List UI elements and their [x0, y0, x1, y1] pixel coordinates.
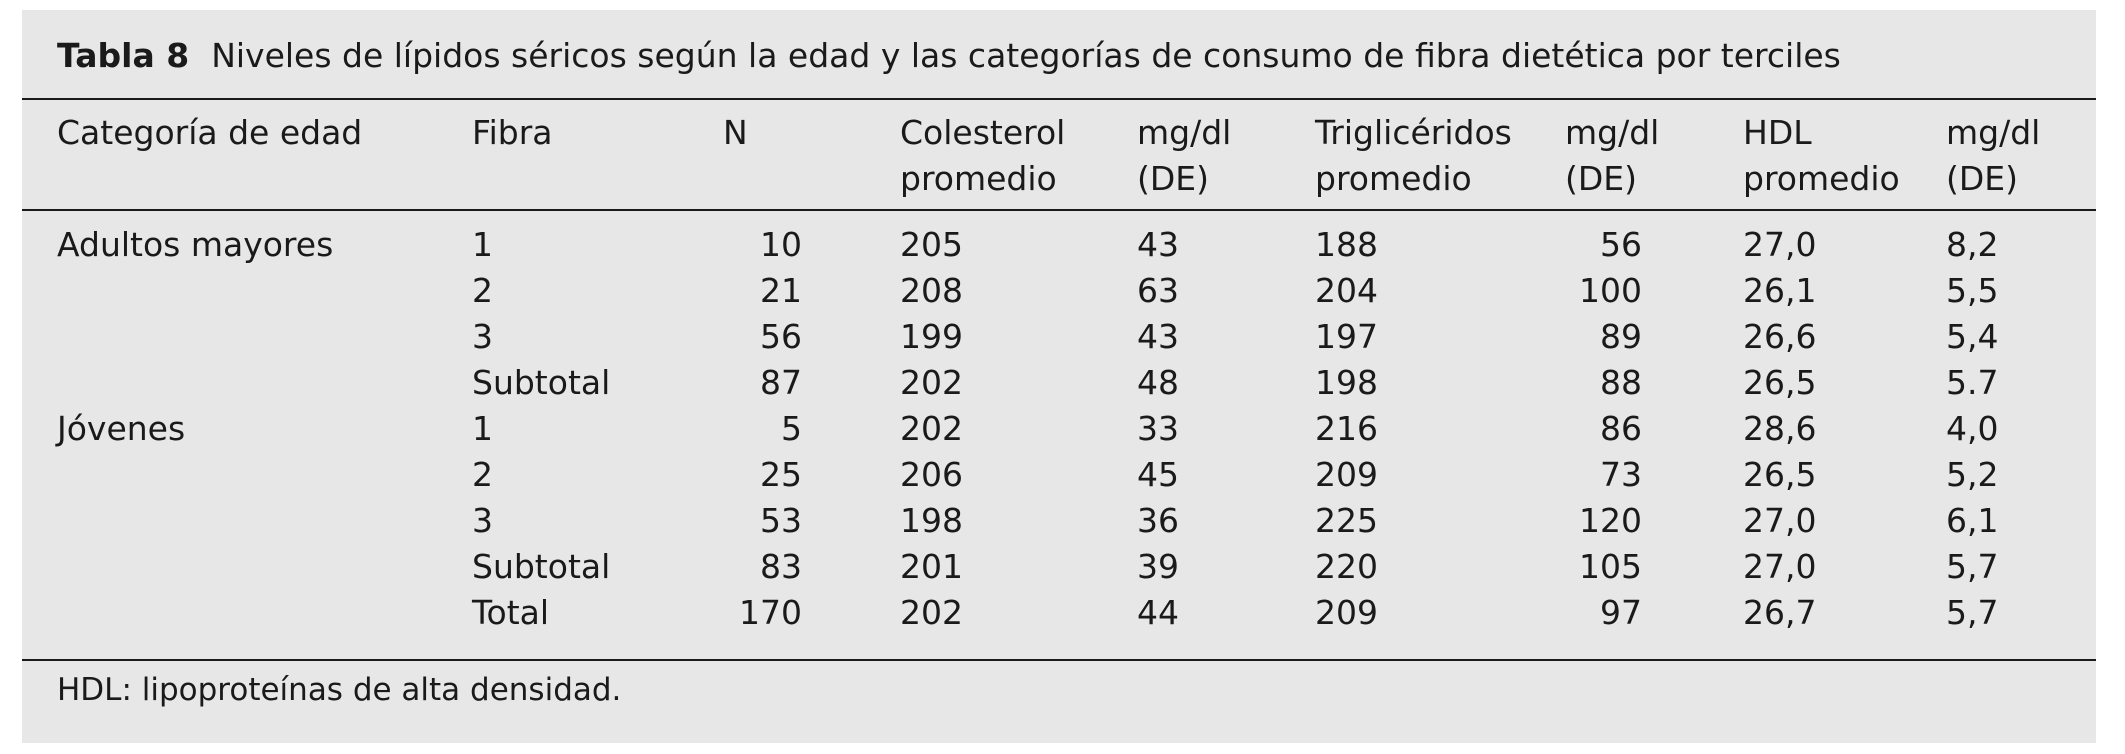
header-categoria-text: Categoría de edad [57, 113, 363, 152]
cell-hdl: 26,5 [1743, 455, 1817, 494]
cell-trig-de: 86 [1600, 409, 1642, 448]
cell-hdl-de: 4,0 [1946, 409, 1999, 448]
header-n [723, 110, 748, 156]
header-rule [22, 209, 2096, 211]
cell-trigliceridos: 209 [1315, 455, 1378, 494]
cell-hdl: 28,6 [1743, 409, 1817, 448]
cell-trigliceridos: 188 [1315, 225, 1378, 264]
cell-fibra: 2 [472, 455, 493, 494]
cell-categoria: Adultos mayores [57, 225, 334, 264]
cell-hdl-de: 6,1 [1946, 501, 1999, 540]
header-trig-unit-line2: (DE) [1565, 159, 1638, 198]
cell-n: 21 [760, 271, 802, 310]
cell-n: 170 [739, 593, 802, 632]
cell-n: 56 [760, 317, 802, 356]
cell-colesterol-de: 45 [1137, 455, 1179, 494]
header-colesterol [900, 110, 1065, 202]
header-colesterol-line2: promedio [900, 159, 1057, 198]
cell-colesterol-de: 33 [1137, 409, 1179, 448]
cell-trigliceridos: 220 [1315, 547, 1378, 586]
cell-colesterol: 199 [900, 317, 963, 356]
cell-trig-de: 100 [1579, 271, 1642, 310]
cell-trig-de: 105 [1579, 547, 1642, 586]
cell-hdl-de: 5,7 [1946, 593, 1999, 632]
cell-hdl: 26,1 [1743, 271, 1817, 310]
table-panel [22, 10, 2096, 743]
cell-colesterol-de: 63 [1137, 271, 1179, 310]
cell-trig-de: 97 [1600, 593, 1642, 632]
cell-hdl-de: 5.7 [1946, 363, 1999, 402]
header-n-text: N [723, 113, 748, 152]
cell-fibra: 1 [472, 225, 493, 264]
cell-trigliceridos: 204 [1315, 271, 1378, 310]
header-trig-unit [1565, 110, 1659, 202]
cell-categoria: Jóvenes [57, 409, 186, 448]
cell-fibra: Subtotal [472, 547, 611, 586]
cell-colesterol: 202 [900, 409, 963, 448]
cell-trigliceridos: 216 [1315, 409, 1378, 448]
cell-colesterol: 202 [900, 363, 963, 402]
cell-colesterol: 208 [900, 271, 963, 310]
cell-colesterol: 198 [900, 501, 963, 540]
header-colesterol-unit-line2: (DE) [1137, 159, 1210, 198]
cell-fibra: Total [472, 593, 550, 632]
cell-hdl-de: 8,2 [1946, 225, 1999, 264]
table-caption [57, 36, 1841, 75]
cell-hdl-de: 5,5 [1946, 271, 1999, 310]
cell-hdl-de: 5,7 [1946, 547, 1999, 586]
cell-trigliceridos: 209 [1315, 593, 1378, 632]
header-colesterol-unit-line1: mg/dl [1137, 113, 1232, 152]
cell-hdl: 26,7 [1743, 593, 1817, 632]
header-hdl-unit [1946, 110, 2040, 202]
cell-n: 5 [781, 409, 802, 448]
cell-colesterol: 206 [900, 455, 963, 494]
cell-n: 25 [760, 455, 802, 494]
header-colesterol-line1: Colesterol [900, 113, 1066, 152]
cell-n: 87 [760, 363, 802, 402]
cell-hdl: 27,0 [1743, 225, 1817, 264]
table-footnote: HDL: lipoproteínas de alta densidad. [57, 672, 622, 708]
cell-colesterol-de: 44 [1137, 593, 1179, 632]
cell-trig-de: 88 [1600, 363, 1642, 402]
cell-fibra: 3 [472, 317, 493, 356]
cell-trig-de: 89 [1600, 317, 1642, 356]
cell-hdl: 26,6 [1743, 317, 1817, 356]
cell-colesterol-de: 39 [1137, 547, 1179, 586]
header-trig-line2: promedio [1315, 159, 1472, 198]
header-hdl-unit-line2: (DE) [1946, 159, 2019, 198]
header-trigliceridos [1315, 110, 1512, 202]
cell-colesterol-de: 43 [1137, 317, 1179, 356]
cell-fibra: 3 [472, 501, 493, 540]
header-trig-unit-line1: mg/dl [1565, 113, 1660, 152]
cell-colesterol-de: 48 [1137, 363, 1179, 402]
cell-trig-de: 56 [1600, 225, 1642, 264]
cell-trig-de: 73 [1600, 455, 1642, 494]
cell-trig-de: 120 [1579, 501, 1642, 540]
cell-hdl-de: 5,4 [1946, 317, 1999, 356]
cell-hdl: 27,0 [1743, 501, 1817, 540]
table-title: Niveles de lípidos séricos según la edad y las categorías de consumo de fibra dietética por terciles [211, 36, 1841, 75]
header-fibra-text: Fibra [472, 113, 553, 152]
cell-hdl-de: 5,2 [1946, 455, 1999, 494]
cell-colesterol: 202 [900, 593, 963, 632]
cell-fibra: 1 [472, 409, 493, 448]
cell-n: 83 [760, 547, 802, 586]
cell-colesterol: 205 [900, 225, 963, 264]
header-hdl-unit-line1: mg/dl [1946, 113, 2041, 152]
cell-colesterol-de: 36 [1137, 501, 1179, 540]
top-rule [22, 98, 2096, 100]
cell-hdl: 26,5 [1743, 363, 1817, 402]
cell-n: 53 [760, 501, 802, 540]
bottom-rule [22, 659, 2096, 661]
cell-trigliceridos: 197 [1315, 317, 1378, 356]
header-categoria [57, 110, 362, 156]
header-fibra [472, 110, 553, 156]
header-hdl-line1: HDL [1743, 113, 1812, 152]
cell-colesterol: 201 [900, 547, 963, 586]
cell-trigliceridos: 198 [1315, 363, 1378, 402]
cell-colesterol-de: 43 [1137, 225, 1179, 264]
table-label: Tabla 8 [57, 36, 190, 75]
cell-hdl: 27,0 [1743, 547, 1817, 586]
cell-fibra: Subtotal [472, 363, 611, 402]
cell-fibra: 2 [472, 271, 493, 310]
cell-n: 10 [760, 225, 802, 264]
header-trig-line1: Triglicéridos [1315, 113, 1512, 152]
header-colesterol-unit [1137, 110, 1231, 202]
header-hdl-line2: promedio [1743, 159, 1900, 198]
cell-trigliceridos: 225 [1315, 501, 1378, 540]
header-hdl [1743, 110, 1900, 202]
